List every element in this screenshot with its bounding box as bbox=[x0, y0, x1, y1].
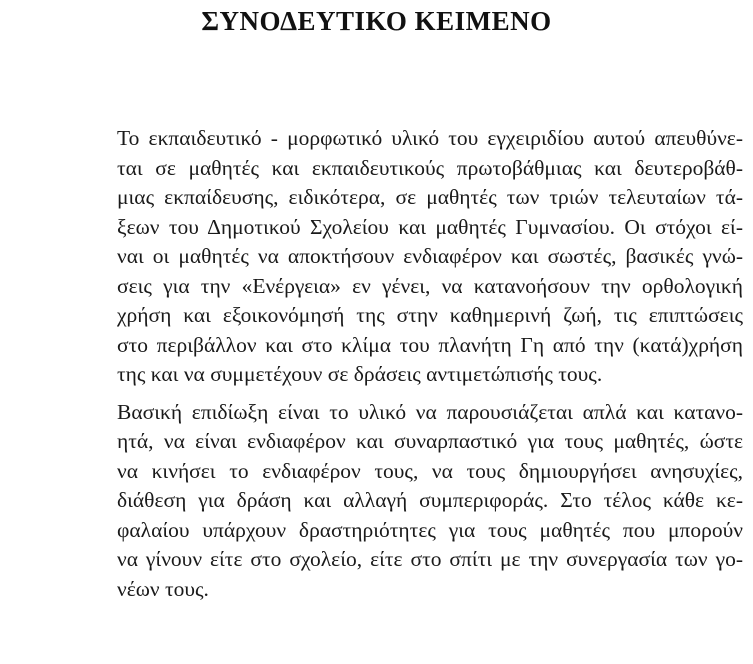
text-line: ητά, να είναι ενδιαφέρον και συναρπαστικό για τους μαθητές, ώστε bbox=[117, 429, 743, 453]
text-line: της και να συμμετέχουν σε δράσεις αντιμετώπισής τους. bbox=[117, 362, 603, 386]
text-line: στο περιβάλλον και στο κλίμα του πλανήτη Γη από την (κατά)χρήση bbox=[117, 332, 743, 357]
text-line: μιας εκπαίδευσης, ειδικότερα, σε μαθητές των τριών τελευταίων τά- bbox=[117, 185, 743, 209]
text-line: ται σε μαθητές και εκπαιδευτικούς πρωτοβάθμιας και δευτεροβάθ- bbox=[117, 155, 743, 180]
document-body bbox=[117, 124, 743, 604]
text-line: χρήση και εξοικονόμησή της στην καθημερινή ζωή, τις επιπτώσεις bbox=[117, 303, 743, 327]
text-line: φαλαίου υπάρχουν δραστηριότητες για τους μαθητές που μπορούν bbox=[117, 517, 743, 542]
text-line: να κινήσει το ενδιαφέρον τους, να τους δημιουργήσει ανησυχίες, bbox=[117, 458, 743, 483]
page-title: ΣΥΝΟΔΕΥΤΙΚΟ ΚΕΙΜΕΝΟ bbox=[201, 6, 552, 36]
text-line: ναι οι μαθητές να αποκτήσουν ενδιαφέρον και σωστές, βασικές γνώ- bbox=[117, 244, 743, 268]
text-line: Βασική επιδίωξη είναι το υλικό να παρουσιάζεται απλά και κατανο- bbox=[117, 399, 743, 424]
text-line: ξεων του Δημοτικού Σχολείου και μαθητές Γυμνασίου. Οι στόχοι εί- bbox=[117, 214, 743, 239]
paragraph-2 bbox=[117, 398, 743, 605]
text-line: διάθεση για δράση και αλλαγή συμπεριφοράς. Στο τέλος κάθε κε- bbox=[117, 488, 743, 512]
text-line: σεις για την «Ενέργεια» εν γένει, να κατανοήσουν την ορθολογική bbox=[117, 273, 743, 298]
text-line: να γίνουν είτε στο σχολείο, είτε στο σπίτι με την συνεργασία των γο- bbox=[117, 547, 743, 571]
text-line: Το εκπαιδευτικό - μορφωτικό υλικό του εγχειριδίου αυτού απευθύνε- bbox=[117, 126, 743, 150]
paragraph-1 bbox=[117, 124, 743, 390]
text-line: νέων τους. bbox=[117, 576, 209, 601]
